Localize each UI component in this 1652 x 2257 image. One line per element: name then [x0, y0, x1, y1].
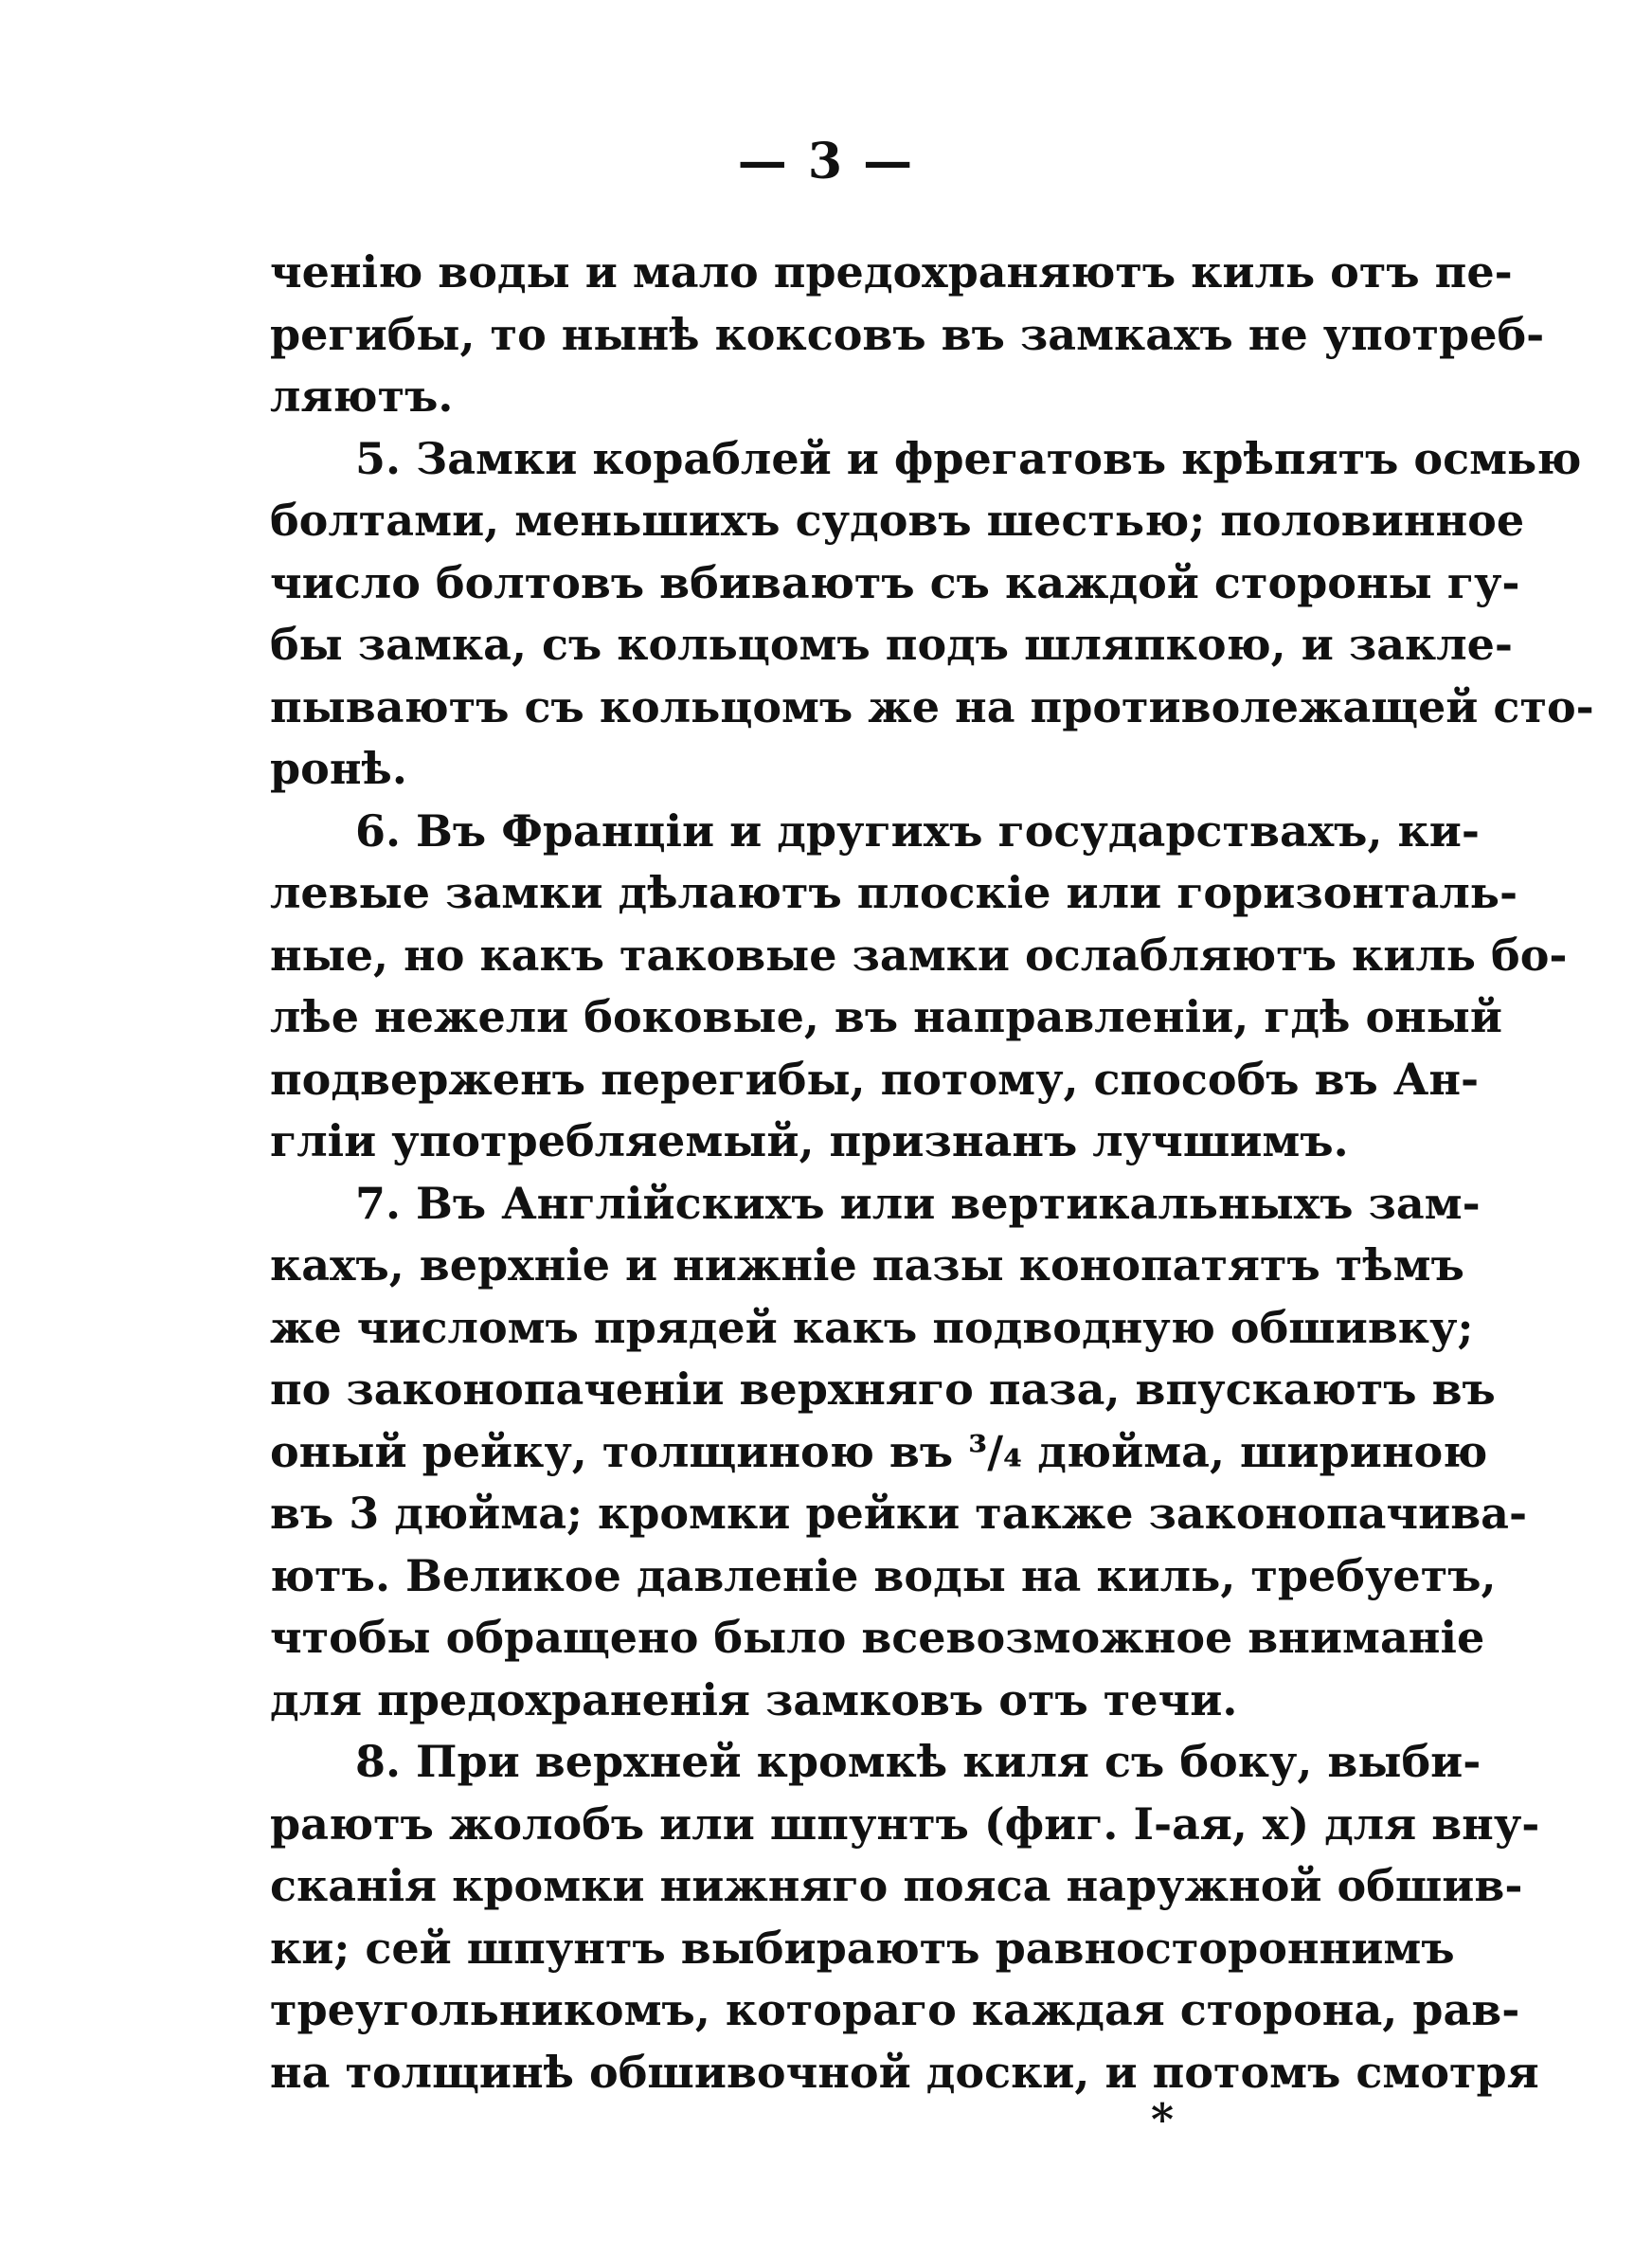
text-line: на толщинѣ обшивочной доски, и потомъ смотря — [270, 2046, 1539, 2098]
text-line: сканія кромки нижняго пояса наружной обшив- — [270, 1860, 1523, 1911]
text-line: для предохраненія замковъ отъ течи. — [270, 1673, 1238, 1725]
text-line: 7. Въ Англійскихъ или вертикальныхъ зам- — [355, 1177, 1481, 1229]
text-line: треугольникомъ, котораго каждая сторона, рав- — [270, 1984, 1520, 2035]
text-line: ные, но какъ таковые замки ослабляютъ киль бо- — [270, 929, 1568, 981]
text-line: ки; сей шпунтъ выбираютъ равностороннимъ — [270, 1922, 1455, 1974]
text-line: по законопаченіи верхняго паза, впускаютъ въ — [270, 1363, 1496, 1415]
text-line: ронѣ. — [270, 743, 407, 794]
text-line: чтобы обращено было всевозможное вниманіе — [270, 1612, 1485, 1663]
page-number: — 3 — — [737, 133, 915, 190]
text-line: въ 3 дюйма; кромки рейки также законопачива- — [270, 1488, 1528, 1539]
text-line: лѣе нежели боковые, въ направленіи, гдѣ оный — [270, 991, 1503, 1042]
text-line: гліи употребляемый, признанъ лучшимъ. — [270, 1115, 1349, 1166]
text-line: 8. При верхней кромкѣ киля съ боку, выби- — [355, 1736, 1481, 1787]
text-line: 6. Въ Франціи и другихъ государствахъ, ки- — [355, 804, 1480, 857]
text-line: левые замки дѣлаютъ плоскіе или горизонталь- — [270, 867, 1518, 918]
text-line: ченію воды и мало предохраняютъ киль отъ пе- — [270, 246, 1513, 298]
text-line: оный рейку, толщиною въ ³/₄ дюйма, шириною — [270, 1425, 1488, 1477]
body-text — [270, 242, 1594, 2104]
text-line: пываютъ съ кольцомъ же на противолежащей сто- — [270, 680, 1594, 732]
text-line: кахъ, верхніе и нижніе пазы конопатятъ тѣмъ — [270, 1239, 1464, 1291]
signature-mark: * — [1151, 2094, 1175, 2145]
text-line: ляютъ. — [270, 370, 454, 422]
text-line: же числомъ прядей какъ подводную обшивку; — [270, 1301, 1474, 1353]
text-line: 5. Замки кораблей и фрегатовъ крѣпятъ осмью — [355, 432, 1582, 484]
text-line: бы замка, съ кольцомъ подъ шляпкою, и закле- — [270, 619, 1514, 670]
text-line: болтами, меньшихъ судовъ шестью; половинное — [270, 495, 1525, 546]
text-line: подверженъ перегибы, потому, способъ въ Ан- — [270, 1053, 1480, 1105]
text-line: раютъ жолобъ или шпунтъ (фиг. I-ая, x) для вну- — [270, 1797, 1540, 1850]
text-line: число болтовъ вбиваютъ съ каждой стороны гу- — [270, 556, 1520, 608]
text-line: регибы, то нынѣ коксовъ въ замкахъ не употреб- — [270, 308, 1545, 360]
text-line: ютъ. Великое давленіе воды на киль, требуетъ, — [270, 1549, 1497, 1601]
